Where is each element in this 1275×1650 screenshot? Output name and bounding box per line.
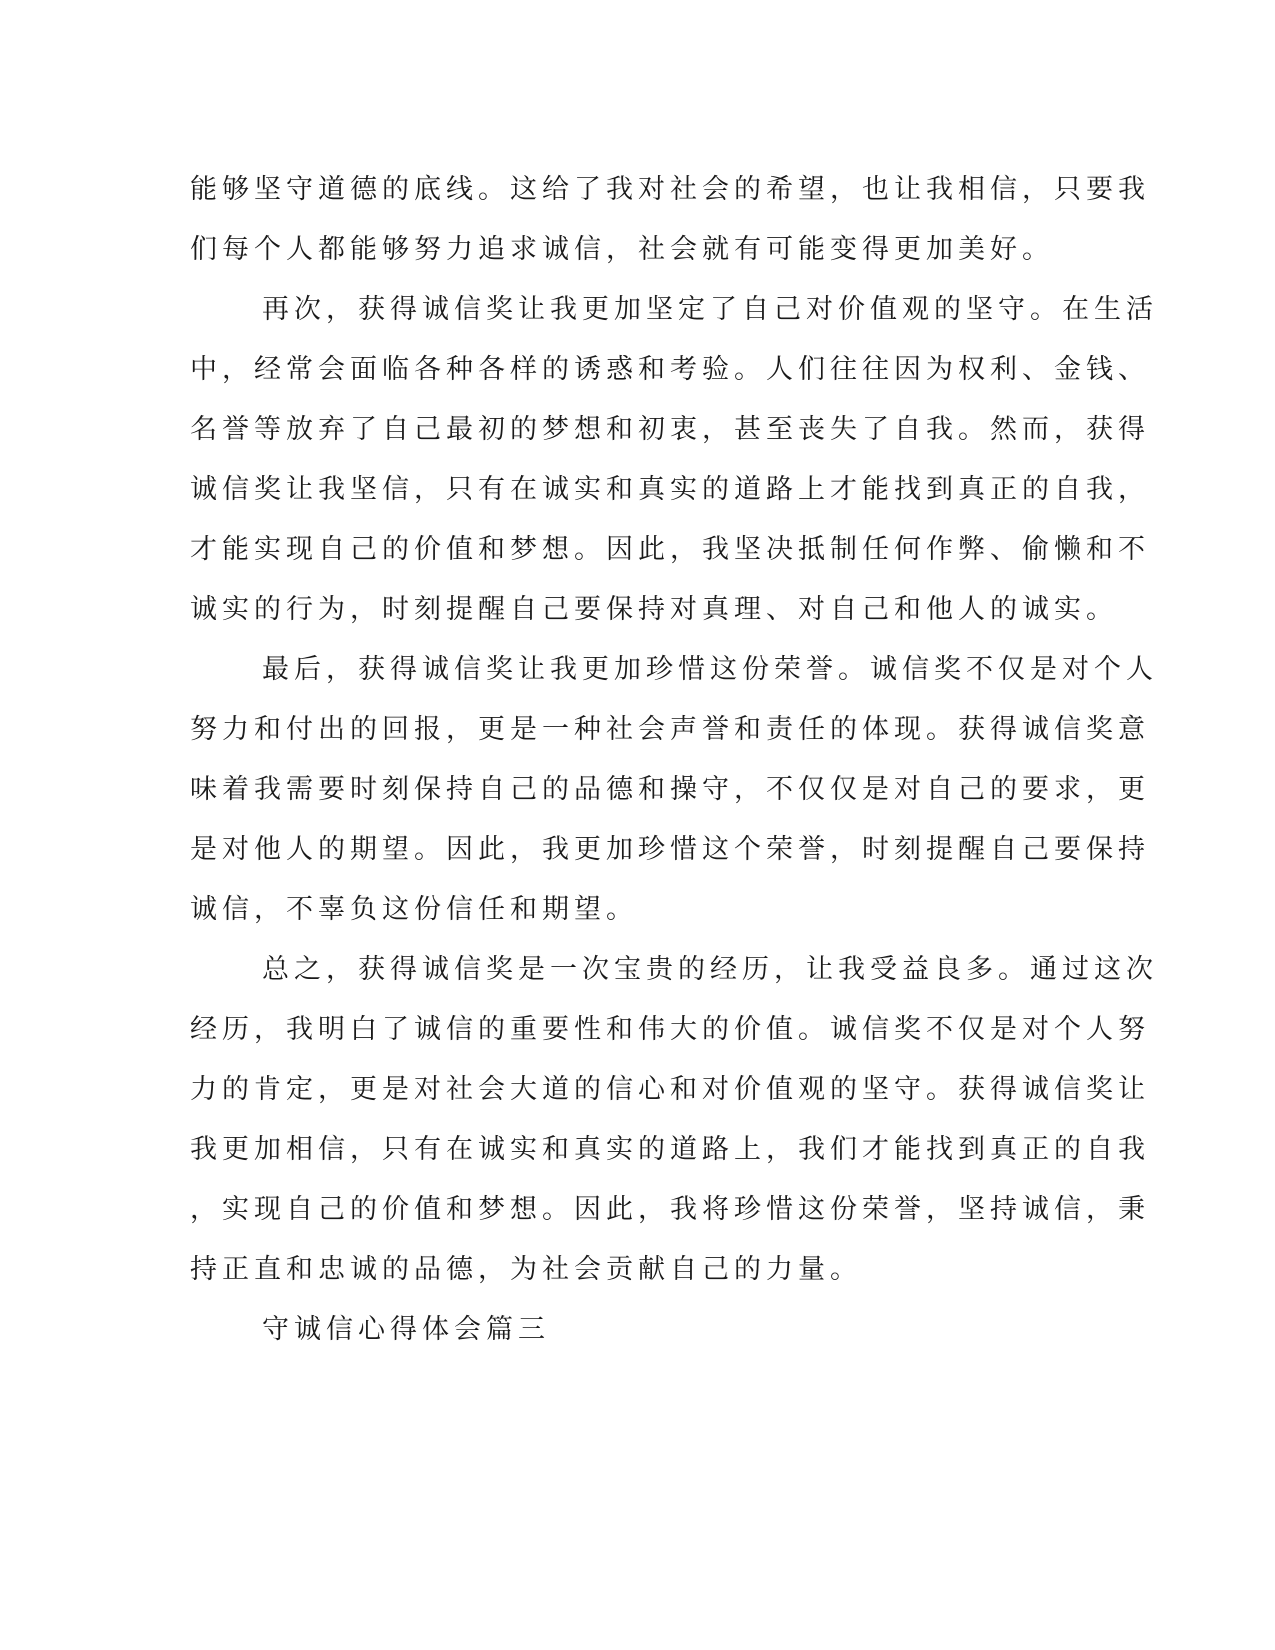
paragraph-start-line: 总之，获得诚信奖是一次宝贵的经历，让我受益良多。通过这次 — [262, 954, 1158, 985]
text-line: 味着我需要时刻保持自己的品德和操守，不仅仅是对自己的要求，更 — [190, 774, 1150, 805]
text-line: 努力和付出的回报，更是一种社会声誉和责任的体现。获得诚信奖意 — [190, 714, 1150, 745]
text-line: 是对他人的期望。因此，我更加珍惜这个荣誉，时刻提醒自己要保持 — [190, 834, 1150, 865]
text-line: 们每个人都能够努力追求诚信，社会就有可能变得更加美好。 — [190, 234, 1054, 265]
text-line: 持正直和忠诚的品德，为社会贡献自己的力量。 — [190, 1254, 862, 1285]
section-heading: 守诚信心得体会篇三 — [262, 1314, 550, 1345]
text-line: 诚信奖让我坚信，只有在诚实和真实的道路上才能找到真正的自我， — [190, 474, 1150, 505]
text-line: 力的肯定，更是对社会大道的信心和对价值观的坚守。获得诚信奖让 — [190, 1074, 1150, 1105]
text-line: 我更加相信，只有在诚实和真实的道路上，我们才能找到真正的自我 — [190, 1134, 1150, 1165]
paragraph-start-line: 再次，获得诚信奖让我更加坚定了自己对价值观的坚守。在生活 — [262, 294, 1158, 325]
text-line: 经历，我明白了诚信的重要性和伟大的价值。诚信奖不仅是对个人努 — [190, 1014, 1150, 1045]
document-body — [190, 160, 1158, 1360]
text-line: 能够坚守道德的底线。这给了我对社会的希望，也让我相信，只要我 — [190, 174, 1150, 205]
text-line: 诚信，不辜负这份信任和期望。 — [190, 894, 638, 925]
text-line: ，实现自己的价值和梦想。因此，我将珍惜这份荣誉，坚持诚信，秉 — [190, 1194, 1150, 1225]
text-line: 中，经常会面临各种各样的诱惑和考验。人们往往因为权利、金钱、 — [190, 354, 1150, 385]
paragraph-start-line: 最后，获得诚信奖让我更加珍惜这份荣誉。诚信奖不仅是对个人 — [262, 654, 1158, 685]
text-line: 才能实现自己的价值和梦想。因此，我坚决抵制任何作弊、偷懒和不 — [190, 534, 1150, 565]
text-line: 名誉等放弃了自己最初的梦想和初衷，甚至丧失了自我。然而，获得 — [190, 414, 1150, 445]
text-line: 诚实的行为，时刻提醒自己要保持对真理、对自己和他人的诚实。 — [190, 594, 1118, 625]
